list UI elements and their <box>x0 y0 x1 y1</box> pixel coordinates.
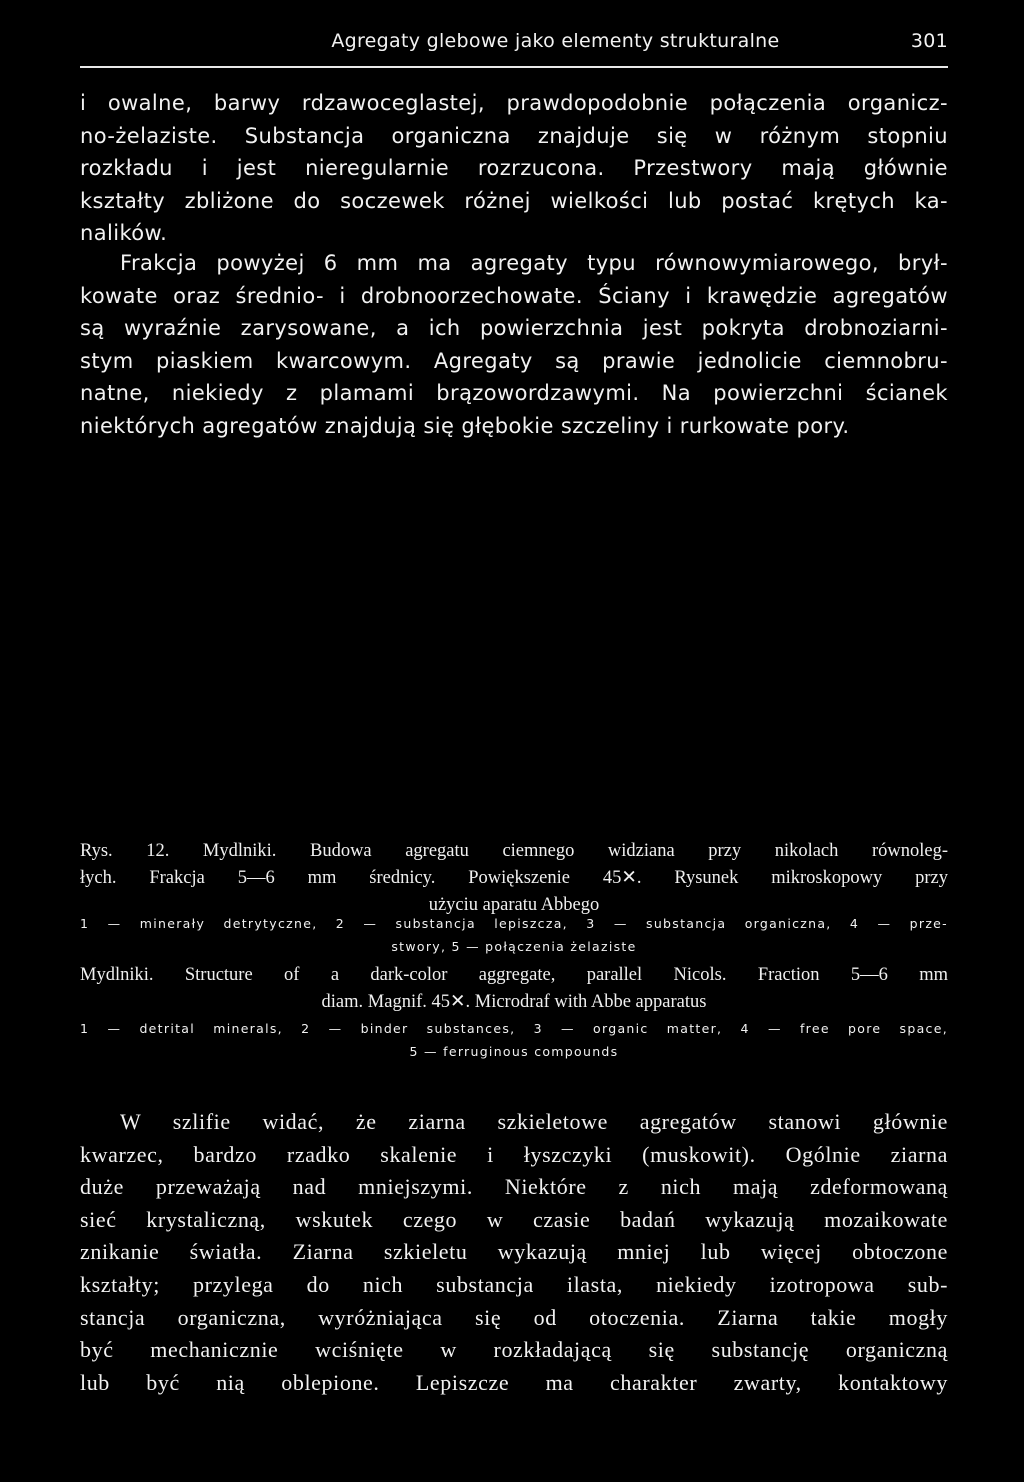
text-line: stym piaskiem kwarcowym. Agregaty są prawie jednolicie ciemnobru- <box>80 348 948 373</box>
figure-legend-pl <box>80 912 948 958</box>
text-line: kwarzec, bardzo rzadko skalenie i łyszczyki (muskowit). Ogólnie ziarna <box>80 1141 948 1167</box>
text-line: rozkładu i jest nieregularnie rozrzucona. Przestwory mają głównie <box>80 156 948 180</box>
caption-line: łych. Frakcja 5—6 mm średnicy. Powiększenie 45✕. Rysunek mikroskopowy przy <box>80 868 948 888</box>
text-line: i owalne, barwy rdzawoceglastej, prawdopodobnie połączenia organicz- <box>80 91 948 115</box>
text-line: znikanie światła. Ziarna szkieletu wykazują mniej lub więcej obtoczone <box>80 1239 948 1265</box>
text-line: natne, niekiedy z plamami brązowordzawymi. Na powierzchni ścianek <box>80 381 948 405</box>
text-line: są wyraźnie zarysowane, a ich powierzchnia jest pokryta drobnoziarni- <box>80 316 948 340</box>
caption-line: Rys. 12. Mydlniki. Budowa agregatu ciemnego widziana przy nikolach równoleg- <box>80 841 948 861</box>
text-line: Frakcja powyżej 6 mm ma agregaty typu równowymiarowego, brył- <box>120 251 948 275</box>
caption-line: Mydlniki. Structure of a dark-color aggregate, parallel Nicols. Fraction 5—6 mm <box>80 965 948 985</box>
figure-caption-pl <box>80 838 948 919</box>
text-line: niektórych agregatów znajdują się głębokie szczeliny i rurkowate pory. <box>80 413 850 438</box>
text-line: nalików. <box>80 221 168 245</box>
text-line: być mechanicznie wciśnięte w rozkładającą się substancję organiczną <box>80 1337 948 1363</box>
legend-line: 1 — detrital minerals, 2 — binder substances, 3 — organic matter, 4 — free pore space, <box>80 1021 948 1036</box>
running-title: Agregaty glebowe jako elementy strukturalne <box>331 30 780 52</box>
paragraph-1 <box>80 87 948 250</box>
legend-line: 1 — minerały detrytyczne, 2 — substancja lepiszcza, 3 — substancja organiczna, 4 — prze- <box>80 916 948 931</box>
text-line: kowate oraz średnio- i drobnoorzechowate. Ściany i krawędzie agregatów <box>80 283 948 308</box>
figure-legend-en <box>80 1017 948 1063</box>
header-rule <box>80 66 948 68</box>
text-line: stancja organiczna, wyróżniająca się od otoczenia. Ziarna takie mogły <box>80 1304 948 1330</box>
text-line: lub być nią oblepione. Lepiszcze ma charakter zwarty, kontaktowy <box>80 1369 948 1395</box>
text-line: kształty; przylega do nich substancja ilasta, niekiedy izotropowa sub- <box>80 1271 948 1297</box>
legend-line: 5 — ferruginous compounds <box>409 1044 619 1059</box>
text-line: no-żelaziste. Substancja organiczna znajduje się w różnym stopniu <box>80 123 948 148</box>
figure-caption-en <box>80 962 948 1016</box>
page-number: 301 <box>910 30 948 52</box>
text-line: kształty zbliżone do soczewek różnej wielkości lub postać krętych ka- <box>80 188 948 213</box>
caption-line: użyciu aparatu Abbego <box>428 895 600 915</box>
paragraph-3 <box>80 1106 948 1399</box>
caption-line: diam. Magnif. 45✕. Microdraf with Abbe apparatus <box>321 992 707 1012</box>
text-line: sieć krystaliczną, wskutek czego w czasie badań wykazują mozaikowate <box>80 1206 948 1232</box>
text-line: W szlifie widać, że ziarna szkieletowe agregatów stanowi głównie <box>120 1109 948 1134</box>
paragraph-2 <box>80 247 948 442</box>
running-header <box>80 30 948 52</box>
legend-line: stwory, 5 — połączenia żelaziste <box>391 939 637 954</box>
text-line: duże przeważają nad mniejszymi. Niektóre z nich mają zdeformowaną <box>80 1174 948 1200</box>
